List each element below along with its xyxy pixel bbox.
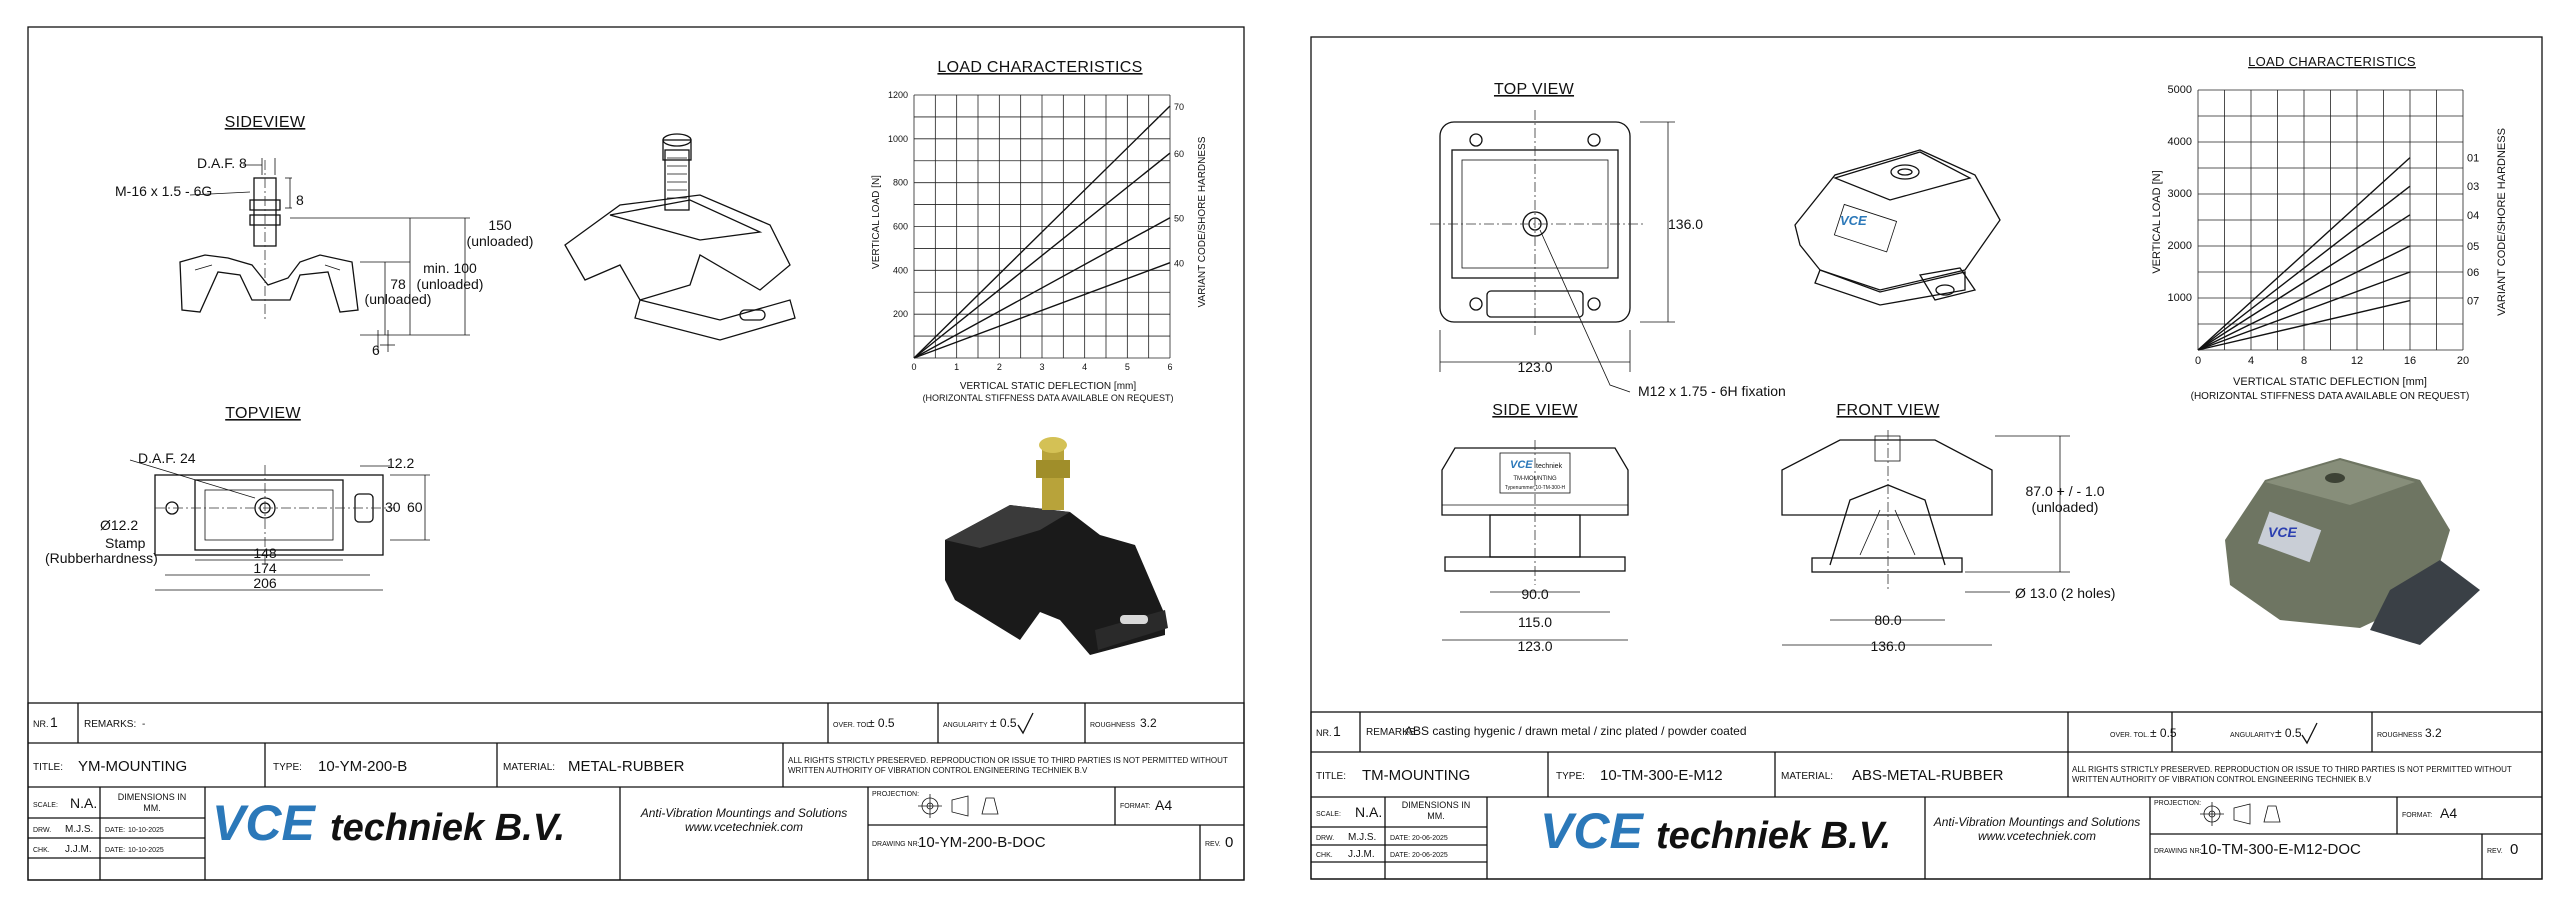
stamp-label: Stamp	[105, 535, 146, 551]
dim-87-unloaded: (unloaded)	[2031, 499, 2099, 515]
dim-60: 60	[407, 499, 423, 515]
chart-ytick-label: 1200	[887, 90, 908, 100]
right-nr-label: NR.	[1316, 728, 1332, 738]
dim-dia12-2: Ø12.2	[100, 517, 139, 533]
right-overtol: ± 0.5	[2150, 726, 2177, 740]
left-drawingnr: 10-YM-200-B-DOC	[918, 834, 1046, 851]
left-chart-title: LOAD CHARACTERISTICS	[937, 59, 1143, 76]
dim-78: 78	[390, 276, 406, 292]
dim-78-unloaded: (unloaded)	[364, 291, 432, 307]
right-website: www.vcetechniek.com	[1977, 829, 2097, 843]
chart-xtick-label: 4	[2247, 355, 2255, 367]
right-drw: M.J.S.	[1348, 832, 1377, 843]
left-material-label: MATERIAL:	[503, 762, 556, 773]
chart-series-label: 50	[1174, 213, 1185, 224]
chart-xtick-label: 20	[2456, 355, 2470, 367]
dim-12-2: 12.2	[387, 455, 415, 471]
left-angularity-label: ANGULARITY	[943, 722, 988, 729]
right-drw-date-label: DATE:	[1390, 835, 1411, 842]
dim-6: 6	[372, 342, 380, 358]
right-plate-typenr: Typenummer:10-TM-300-H	[1504, 485, 1566, 491]
dim-holes: Ø 13.0 (2 holes)	[2015, 585, 2116, 601]
right-type: 10-TM-300-E-M12	[1600, 767, 1723, 784]
right-drw-date: 20-06-2025	[1412, 835, 1448, 842]
right-scale-label: SCALE:	[1316, 811, 1341, 818]
right-drw-label: DRW.	[1316, 835, 1335, 842]
chart-ytick-label: 5000	[2167, 84, 2192, 96]
right-chart-xlabel2: (HORIZONTAL STIFFNESS DATA AVAILABLE ON REQUEST)	[2190, 391, 2470, 402]
chart-series-label: 05	[2467, 241, 2480, 253]
right-logo-vce: VCE	[1540, 803, 1643, 859]
right-remarks-label: REMARKS:	[1366, 727, 1419, 738]
right-drawingnr: 10-TM-300-E-M12-DOC	[2200, 841, 2361, 858]
chart-ytick-label: 1000	[887, 133, 908, 144]
left-nr-label: NR.	[33, 719, 49, 729]
right-material: ABS-METAL-RUBBER	[1852, 767, 2004, 784]
chart-ytick-label: 4000	[2167, 136, 2192, 148]
left-scale: N.A.	[70, 795, 98, 811]
left-sheet	[28, 27, 1244, 880]
right-sideview-title: SIDE VIEW	[1492, 402, 1578, 419]
chart-ytick-label: 600	[892, 221, 908, 232]
right-scale: N.A.	[1355, 804, 1383, 820]
right-chart-plot	[2168, 84, 2480, 367]
left-sideview-title: SIDEVIEW	[224, 114, 306, 131]
left-chk: J.J.M.	[65, 844, 92, 855]
left-projection-label: PROJECTION:	[872, 791, 920, 798]
left-scale-label: SCALE:	[33, 802, 58, 809]
left-title-block	[28, 703, 1244, 880]
left-rev-label: REV.	[1205, 841, 1221, 848]
dim-115: 115.0	[1518, 614, 1552, 630]
right-plate-vce: VCE	[1510, 459, 1533, 471]
rubberhardness-label: (Rubberhardness)	[45, 550, 158, 566]
left-format: A4	[1155, 797, 1173, 813]
right-material-label: MATERIAL:	[1781, 771, 1834, 782]
right-sideview-drawing	[1442, 440, 1628, 640]
chart-ytick-label: 2000	[2167, 240, 2192, 252]
dim-87: 87.0 + / - 1.0	[2025, 483, 2105, 499]
left-logo-rest: techniek B.V.	[330, 807, 566, 849]
right-chart-title: LOAD CHARACTERISTICS	[2248, 54, 2416, 69]
left-remarks-label: REMARKS:	[84, 719, 137, 730]
left-product-render	[945, 437, 1168, 655]
right-rev: 0	[2510, 841, 2519, 858]
chart-series-label: 04	[2467, 209, 2480, 222]
right-nr: 1	[1333, 723, 1341, 739]
chart-xtick-label: 0	[911, 362, 917, 372]
right-roughness: 3.2	[2425, 726, 2442, 740]
chart-xtick-label: 8	[2300, 355, 2308, 367]
right-angularity: ± 0.5	[2275, 726, 2302, 740]
chart-xtick-label: 1	[954, 362, 960, 372]
right-title: TM-MOUNTING	[1362, 767, 1471, 784]
dim-206: 206	[253, 575, 277, 591]
left-iso-line-drawing	[565, 134, 795, 340]
chart-xtick-label: 4	[1082, 362, 1088, 372]
left-chk-date: 10-10-2025	[128, 847, 164, 854]
right-topview-drawing	[1430, 110, 1675, 392]
right-chk: J.J.M.	[1348, 849, 1375, 860]
right-iso-line-drawing	[1795, 150, 2000, 305]
right-load-chart	[2151, 54, 2508, 402]
left-dims-in-1: DIMENSIONS IN	[117, 792, 187, 802]
right-render-logo: VCE	[2268, 524, 2297, 540]
right-product-render	[2225, 458, 2480, 645]
left-sideview-drawing	[180, 158, 470, 352]
right-chk-date: 20-06-2025	[1412, 852, 1448, 859]
left-chart-xlabel2: (HORIZONTAL STIFFNESS DATA AVAILABLE ON REQUEST)	[922, 393, 1174, 403]
chart-xtick-label: 0	[2194, 355, 2202, 367]
chart-series-label: 06	[2467, 267, 2480, 279]
left-overtol-label: OVER. TOL.	[833, 722, 873, 729]
left-chart-plot	[888, 90, 1184, 372]
left-format-label: FORMAT:	[1120, 803, 1151, 810]
chart-series-label: 60	[1174, 149, 1185, 160]
left-angularity: ± 0.5	[990, 716, 1017, 730]
left-chk-date-label: DATE:	[105, 847, 126, 854]
chart-xtick-label: 3	[1039, 362, 1045, 372]
right-logo-rest: techniek B.V.	[1656, 815, 1892, 857]
left-title: YM-MOUNTING	[78, 758, 188, 775]
left-title-label: TITLE:	[33, 762, 64, 773]
right-rev-label: REV.	[2487, 848, 2503, 855]
left-rev: 0	[1225, 834, 1234, 851]
left-overtol: ± 0.5	[868, 716, 895, 730]
right-rights-line2: WRITTEN AUTHORITY OF VIBRATION CONTROL ENGINEERING TECHNIEK B.V	[2072, 775, 2372, 784]
chart-xtick-label: 5	[1124, 362, 1130, 372]
right-chk-date-label: DATE:	[1390, 852, 1411, 859]
left-drawingnr-label: DRAWING NR:	[872, 841, 920, 848]
chart-xtick-label: 12	[2350, 355, 2364, 367]
dim-150: 150	[488, 217, 512, 233]
chart-series-label: 40	[1174, 258, 1185, 269]
left-topview-title: TOPVIEW	[225, 405, 301, 422]
right-dims-in-1: DIMENSIONS IN	[1401, 800, 1471, 810]
chart-ytick-label: 200	[892, 309, 908, 320]
dim-min100-unloaded: (unloaded)	[416, 276, 484, 292]
left-topview-drawing	[130, 460, 430, 590]
dim-174: 174	[253, 560, 277, 576]
right-title-label: TITLE:	[1316, 771, 1347, 782]
right-frontview-drawing	[1782, 430, 2070, 645]
left-type-label: TYPE:	[273, 762, 302, 773]
right-iso-logo: VCE	[1840, 213, 1867, 228]
left-drw-label: DRW.	[33, 827, 52, 834]
left-rights-line2: WRITTEN AUTHORITY OF VIBRATION CONTROL ENGINEERING TECHNIEK B.V	[788, 766, 1088, 775]
left-logo-vce: VCE	[212, 795, 315, 851]
right-roughness-label: ROUGHNESS	[2377, 732, 2423, 739]
right-projection-label: PROJECTION:	[2154, 800, 2202, 807]
right-plate-techniek: techniek	[1536, 463, 1563, 470]
right-format: A4	[2440, 805, 2458, 821]
right-sheet	[1311, 37, 2542, 879]
left-roughness-label: ROUGHNESS	[1090, 722, 1136, 729]
right-type-label: TYPE:	[1556, 771, 1585, 782]
dim-150-unloaded: (unloaded)	[466, 233, 534, 249]
left-roughness: 3.2	[1140, 716, 1157, 730]
dim-123-side: 123.0	[1517, 638, 1553, 654]
dim-daf24: D.A.F. 24	[138, 450, 196, 466]
dim-thread: M-16 x 1.5 - 6G	[115, 183, 213, 199]
left-angularity-check-icon	[1018, 713, 1033, 733]
right-dims-in-2: MM.	[1427, 811, 1445, 821]
right-remarks: ABS casting hygenic / drawn metal / zinc plated / powder coated	[1405, 724, 1747, 738]
left-drw-date: 10-10-2025	[128, 827, 164, 834]
left-load-chart	[871, 59, 1208, 403]
dim-136-front: 136.0	[1870, 638, 1906, 654]
left-tagline: Anti-Vibration Mountings and Solutions	[640, 806, 848, 820]
right-overtol-label: OVER. TOL.	[2110, 732, 2150, 739]
right-chart-ylabel: VERTICAL LOAD [N]	[2151, 170, 2163, 274]
right-format-label: FORMAT:	[2402, 812, 2433, 819]
left-chart-y2label: VARIANT CODE/SHORE HARDNESS	[1197, 136, 1208, 308]
chart-series-label: 70	[1174, 101, 1185, 112]
left-chart-xlabel: VERTICAL STATIC DEFLECTION [mm]	[959, 381, 1137, 392]
left-website: www.vcetechniek.com	[684, 820, 804, 834]
chart-series-label: 07	[2467, 295, 2480, 308]
left-dims-in-2: MM.	[143, 803, 161, 813]
right-tagline: Anti-Vibration Mountings and Solutions	[1933, 815, 2141, 829]
right-frontview-title: FRONT VIEW	[1836, 402, 1940, 419]
left-rights-line1: ALL RIGHTS STRICTLY PRESERVED. REPRODUCTION OR ISSUE TO THIRD PARTIES IS NOT PERMITTED WITHOUT	[788, 756, 1228, 765]
chart-xtick-label: 2	[996, 362, 1002, 372]
left-nr: 1	[50, 714, 58, 730]
right-chart-y2label: VARIANT CODE/SHORE HARDNESS	[2496, 128, 2508, 316]
left-vce-logo	[212, 795, 565, 851]
dim-8: 8	[296, 192, 304, 208]
chart-ytick-label: 800	[892, 177, 908, 188]
right-drawingnr-label: DRAWING NR:	[2154, 848, 2202, 855]
right-chk-label: CHK.	[1316, 852, 1333, 859]
chart-xtick-label: 16	[2403, 355, 2417, 367]
chart-series-label: 03	[2467, 181, 2480, 194]
right-chart-xlabel: VERTICAL STATIC DEFLECTION [mm]	[2233, 376, 2427, 388]
right-vce-logo	[1540, 803, 1891, 859]
right-rights-line1: ALL RIGHTS STRICTLY PRESERVED. REPRODUCTION OR ISSUE TO THIRD PARTIES IS NOT PERMITTED WITHOUT	[2072, 765, 2512, 774]
chart-ytick-label: 3000	[2167, 188, 2192, 200]
chart-series-label: 01	[2467, 152, 2480, 165]
left-chk-label: CHK.	[33, 847, 50, 854]
left-projection-icon	[918, 794, 998, 818]
left-chart-ylabel: VERTICAL LOAD [N]	[871, 175, 882, 269]
chart-ytick-label: 1000	[2167, 292, 2192, 304]
right-projection-icon	[2200, 802, 2280, 826]
right-angularity-label: ANGULARITY	[2230, 732, 2275, 739]
chart-ytick-label: 400	[892, 265, 908, 276]
dim-min100: min. 100	[423, 260, 477, 276]
right-topview-title: TOP VIEW	[1493, 81, 1575, 98]
left-material: METAL-RUBBER	[568, 758, 685, 775]
left-drw: M.J.S.	[65, 824, 94, 835]
left-type: 10-YM-200-B	[318, 758, 408, 775]
dim-123-top: 123.0	[1517, 359, 1553, 375]
left-remarks: -	[142, 719, 146, 730]
dim-90: 90.0	[1521, 586, 1549, 602]
dim-80: 80.0	[1874, 612, 1902, 628]
dim-daf8: D.A.F. 8	[197, 155, 247, 171]
right-plate-product: TM-MOUNTING	[1513, 476, 1557, 482]
dim-fixation: M12 x 1.75 - 6H fixation	[1638, 383, 1786, 399]
right-angularity-check-icon	[2302, 723, 2317, 743]
chart-xtick-label: 6	[1167, 362, 1173, 372]
dim-136-top: 136.0	[1668, 216, 1704, 232]
dim-30: 30	[385, 499, 401, 515]
left-drw-date-label: DATE:	[105, 827, 126, 834]
dim-148: 148	[253, 545, 277, 561]
